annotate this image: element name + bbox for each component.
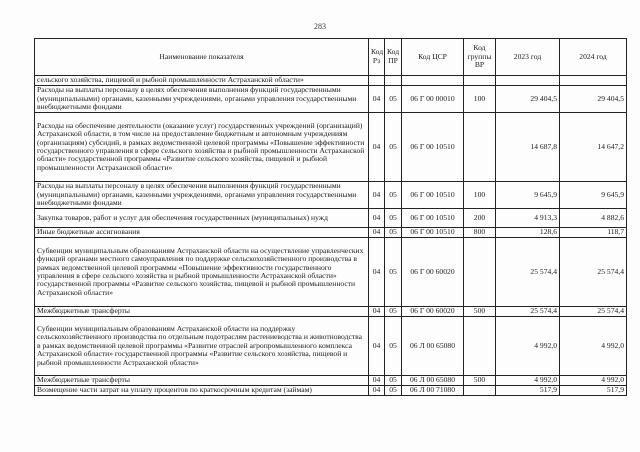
row-2024: 517,9 [560,386,627,396]
row-name: Субвенции муниципальным образованиям Астраханской области на осуществление управленческих функций органами местного самоуправления по поддержке сельскохозяйственного производства в рамках ведомственной целевой программы «Повышение эффективности государственного управления в сфере сельского хозяйства и рыбной промышленности Астраханской области» государственной программы «Развитие сельского хозяйства, пищевой и рыбной промышленности Астраханской области» [35,238,369,307]
row-2023: 29 404,5 [496,86,560,113]
row-pr: 05 [385,86,402,113]
row-rz: 04 [369,386,385,396]
row-csr: 06 Л 00 65080 [402,317,464,376]
row-vr [464,113,496,182]
table-row [35,376,627,386]
row-2024: 14 647,2 [560,113,627,182]
row-vr [464,238,496,307]
row-csr: 06 Г 00 10510 [402,113,464,182]
row-csr: 06 Г 00 00010 [402,86,464,113]
row-vr: 500 [464,376,496,386]
row-pr: 05 [385,228,402,238]
header-2024: 2024 год [560,39,627,76]
row-csr: 06 Г 00 60020 [402,238,464,307]
row-name: Межбюджетные трансферты [35,307,369,317]
header-pr: Код ПР [385,39,402,76]
table-row [35,228,627,238]
row-2023: 4 913,3 [496,209,560,228]
row-pr: 05 [385,209,402,228]
row-pr: 05 [385,317,402,376]
row-csr: 06 Г 00 10510 [402,182,464,209]
row-rz: 04 [369,113,385,182]
row-2024: 25 574,4 [560,238,627,307]
row-vr: 100 [464,86,496,113]
row-rz [369,76,385,86]
page-number: 283 [314,22,326,31]
row-name: Расходы на выплаты персоналу в целях обеспечения выполнения функций государственными (муниципальными) органами, казенными учреждениями, органами управления государственными внебюджетными фондами [35,182,369,209]
row-vr [464,76,496,86]
row-name: Возмещение части затрат на уплату процентов по краткосрочным кредитам (займам) [35,386,369,396]
budget-table [34,38,627,396]
row-vr: 500 [464,307,496,317]
row-csr: 06 Г 00 10510 [402,209,464,228]
row-vr [464,386,496,396]
row-name: Расходы на выплаты персоналу в целях обеспечения выполнения функций государственными (муниципальными) органами, казенными учреждениями, органами управления государственными внебюджетными фондами [35,86,369,113]
row-name: Субвенции муниципальным образованиям Астраханской области на поддержку сельскохозяйственного производства по отдельным подотраслям растениеводства и животноводства в рамках ведомственной целевой программы «Развитие отраслей агропромышленного комплекса Астраханской области» государственной программы «Развитие сельского хозяйства, пищевой и рыбной промышленности Астраханской области» [35,317,369,376]
row-vr: 100 [464,182,496,209]
row-rz: 04 [369,307,385,317]
row-vr: 200 [464,209,496,228]
row-rz: 04 [369,182,385,209]
row-rz: 04 [369,228,385,238]
row-2023: 25 574,4 [496,238,560,307]
row-2023: 128,6 [496,228,560,238]
row-rz: 04 [369,376,385,386]
row-pr: 05 [385,113,402,182]
row-rz: 04 [369,209,385,228]
row-name: Межбюджетные трансферты [35,376,369,386]
header-2023: 2023 год [496,39,560,76]
header-csr: Код ЦСР [402,39,464,76]
row-csr [402,76,464,86]
row-rz: 04 [369,317,385,376]
row-2024: 29 404,5 [560,86,627,113]
row-pr: 05 [385,376,402,386]
row-2023: 517,9 [496,386,560,396]
row-name: Расходы на обеспечение деятельности (оказание услуг) государственных учреждений (организаций) Астраханской области, в том числе на предоставление бюджетным и автономным учреждениям (организациям) субсидий, в рамках ведомственной целевой программы «Повышение эффективности государственного управления в сфере сельского хозяйства и рыбной промышленности Астраханской области» государственной программы «Развитие сельского хозяйства, пищевой и рыбной промышленности Астраханской области» [35,113,369,182]
row-2023: 4 992,0 [496,376,560,386]
table-row [35,76,627,86]
row-pr [385,76,402,86]
row-2023: 25 574,4 [496,307,560,317]
row-vr: 800 [464,228,496,238]
table-row [35,86,627,113]
row-rz: 04 [369,238,385,307]
row-2024 [560,76,627,86]
row-pr: 05 [385,307,402,317]
table-row [35,238,627,307]
row-csr: 06 Г 00 60020 [402,307,464,317]
row-2023: 4 992,0 [496,317,560,376]
row-csr: 06 Л 00 71080 [402,386,464,396]
row-vr [464,317,496,376]
table-row [35,386,627,396]
row-rz: 04 [369,86,385,113]
row-2024: 25 574,4 [560,307,627,317]
table-row [35,209,627,228]
row-2024: 4 992,0 [560,376,627,386]
table-row [35,182,627,209]
row-name: Иные бюджетные ассигнования [35,228,369,238]
row-csr: 06 Г 00 10510 [402,228,464,238]
header-name: Наименование показателя [35,39,369,76]
row-pr: 05 [385,182,402,209]
row-name: сельского хозяйства, пищевой и рыбной промышленности Астраханской области» [35,76,369,86]
row-2024: 9 645,9 [560,182,627,209]
row-2024: 4 882,6 [560,209,627,228]
row-csr: 06 Л 00 65080 [402,376,464,386]
row-2024: 118,7 [560,228,627,238]
header-rz: Код Рз [369,39,385,76]
row-pr: 05 [385,386,402,396]
table-row [35,113,627,182]
row-pr: 05 [385,238,402,307]
row-2023: 9 645,9 [496,182,560,209]
row-2024: 4 992,0 [560,317,627,376]
table-row [35,317,627,376]
header-row [35,39,627,76]
row-name: Закупка товаров, работ и услуг для обеспечения государственных (муниципальных) нужд [35,209,369,228]
row-2023 [496,76,560,86]
header-vr: Код группы ВР [464,39,496,76]
row-2023: 14 687,8 [496,113,560,182]
table-row [35,307,627,317]
